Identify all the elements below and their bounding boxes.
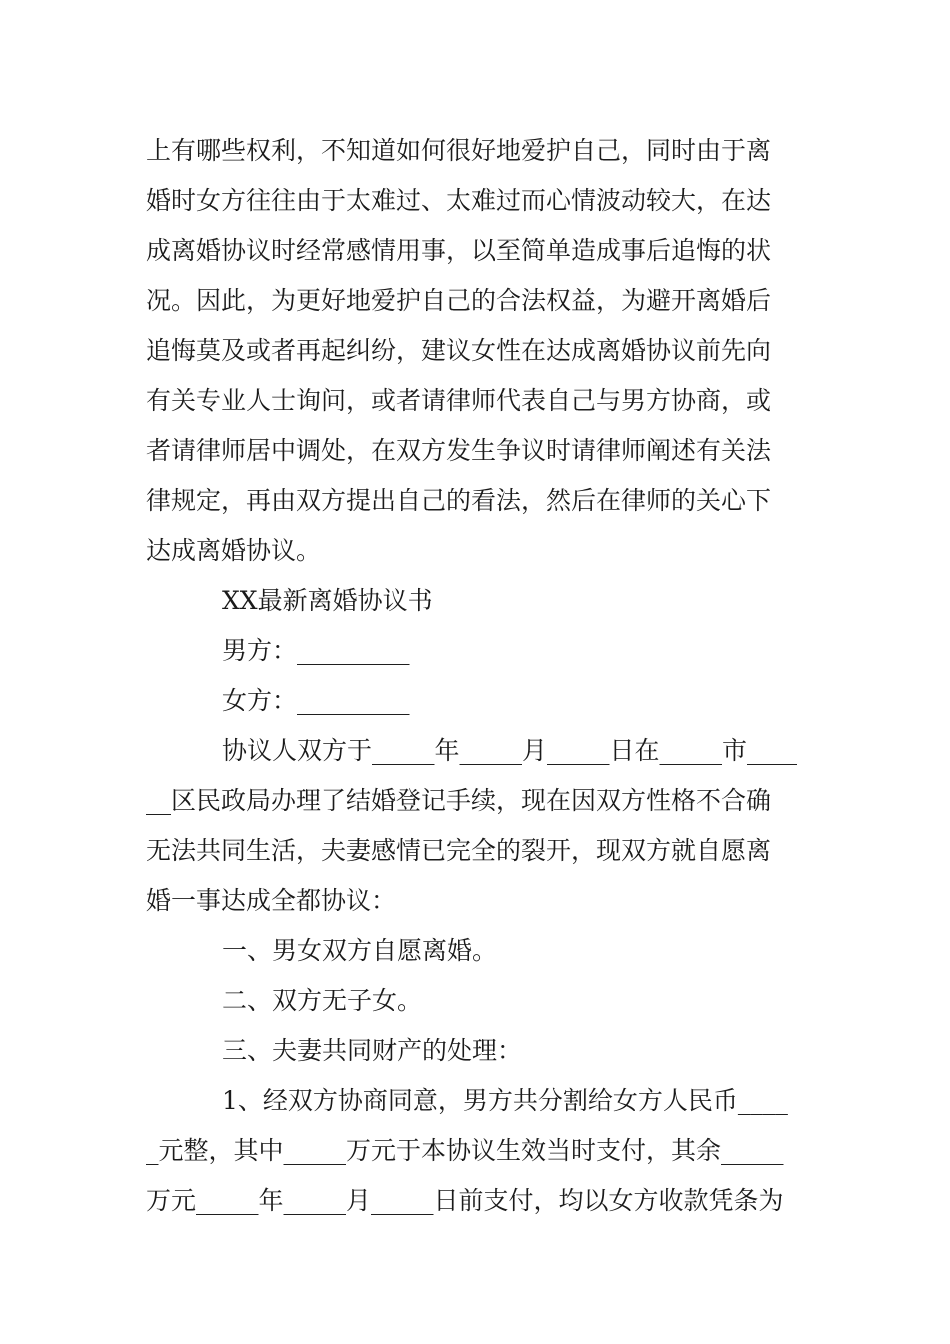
body-text-line: 上有哪些权利，不知道如何很好地爱护自己，同时由于离 xyxy=(146,136,772,165)
body-text-line: 者请律师居中调处，在双方发生争议时请律师阐述有关法 xyxy=(146,436,772,465)
body-text-line: 无法共同生活，夫妻感情已完全的裂开，现双方就自愿离 xyxy=(146,836,772,865)
body-text-line: 况。因此，为更好地爱护自己的合法权益，为避开离婚后 xyxy=(146,286,772,315)
body-text-line: __区民政局办理了结婚登记手续，现在因双方性格不合确 xyxy=(146,786,772,815)
husband-field: 男方：_________ xyxy=(222,636,410,665)
body-text-line: 成离婚协议时经常感情用事，以至简单造成事后追悔的状 xyxy=(146,236,772,265)
clause-1: 一、男女双方自愿离婚。 xyxy=(222,936,498,965)
body-text-line: _元整，其中_____万元于本协议生效当时支付，其余_____ xyxy=(146,1136,784,1165)
wife-field: 女方：_________ xyxy=(222,686,410,715)
clause-2: 二、双方无子女。 xyxy=(222,986,423,1015)
body-text-line: 婚时女方往往由于太难过、太难过而心情波动较大，在达 xyxy=(146,186,772,215)
body-text-line: 追悔莫及或者再起纠纷，建议女性在达成离婚协议前先向 xyxy=(146,336,772,365)
body-text-line: 万元_____年_____月_____日前支付，均以女方收款凭条为 xyxy=(146,1186,784,1215)
sub-clause-1: 1、经双方协商同意，男方共分割给女方人民币____ xyxy=(222,1086,788,1115)
agreement-title: XX最新离婚协议书 xyxy=(222,586,433,615)
body-text-line: 有关专业人士询问，或者请律师代表自己与男方协商，或 xyxy=(146,386,772,415)
body-text-line: 达成离婚协议。 xyxy=(146,536,322,565)
body-text-line: 协议人双方于_____年_____月_____日在_____市____ xyxy=(222,736,798,765)
clause-3: 三、夫妻共同财产的处理： xyxy=(222,1036,523,1065)
body-text-line: 律规定，再由双方提出自己的看法，然后在律师的关心下 xyxy=(146,486,772,515)
body-text-line: 婚一事达成全都协议： xyxy=(146,886,397,915)
